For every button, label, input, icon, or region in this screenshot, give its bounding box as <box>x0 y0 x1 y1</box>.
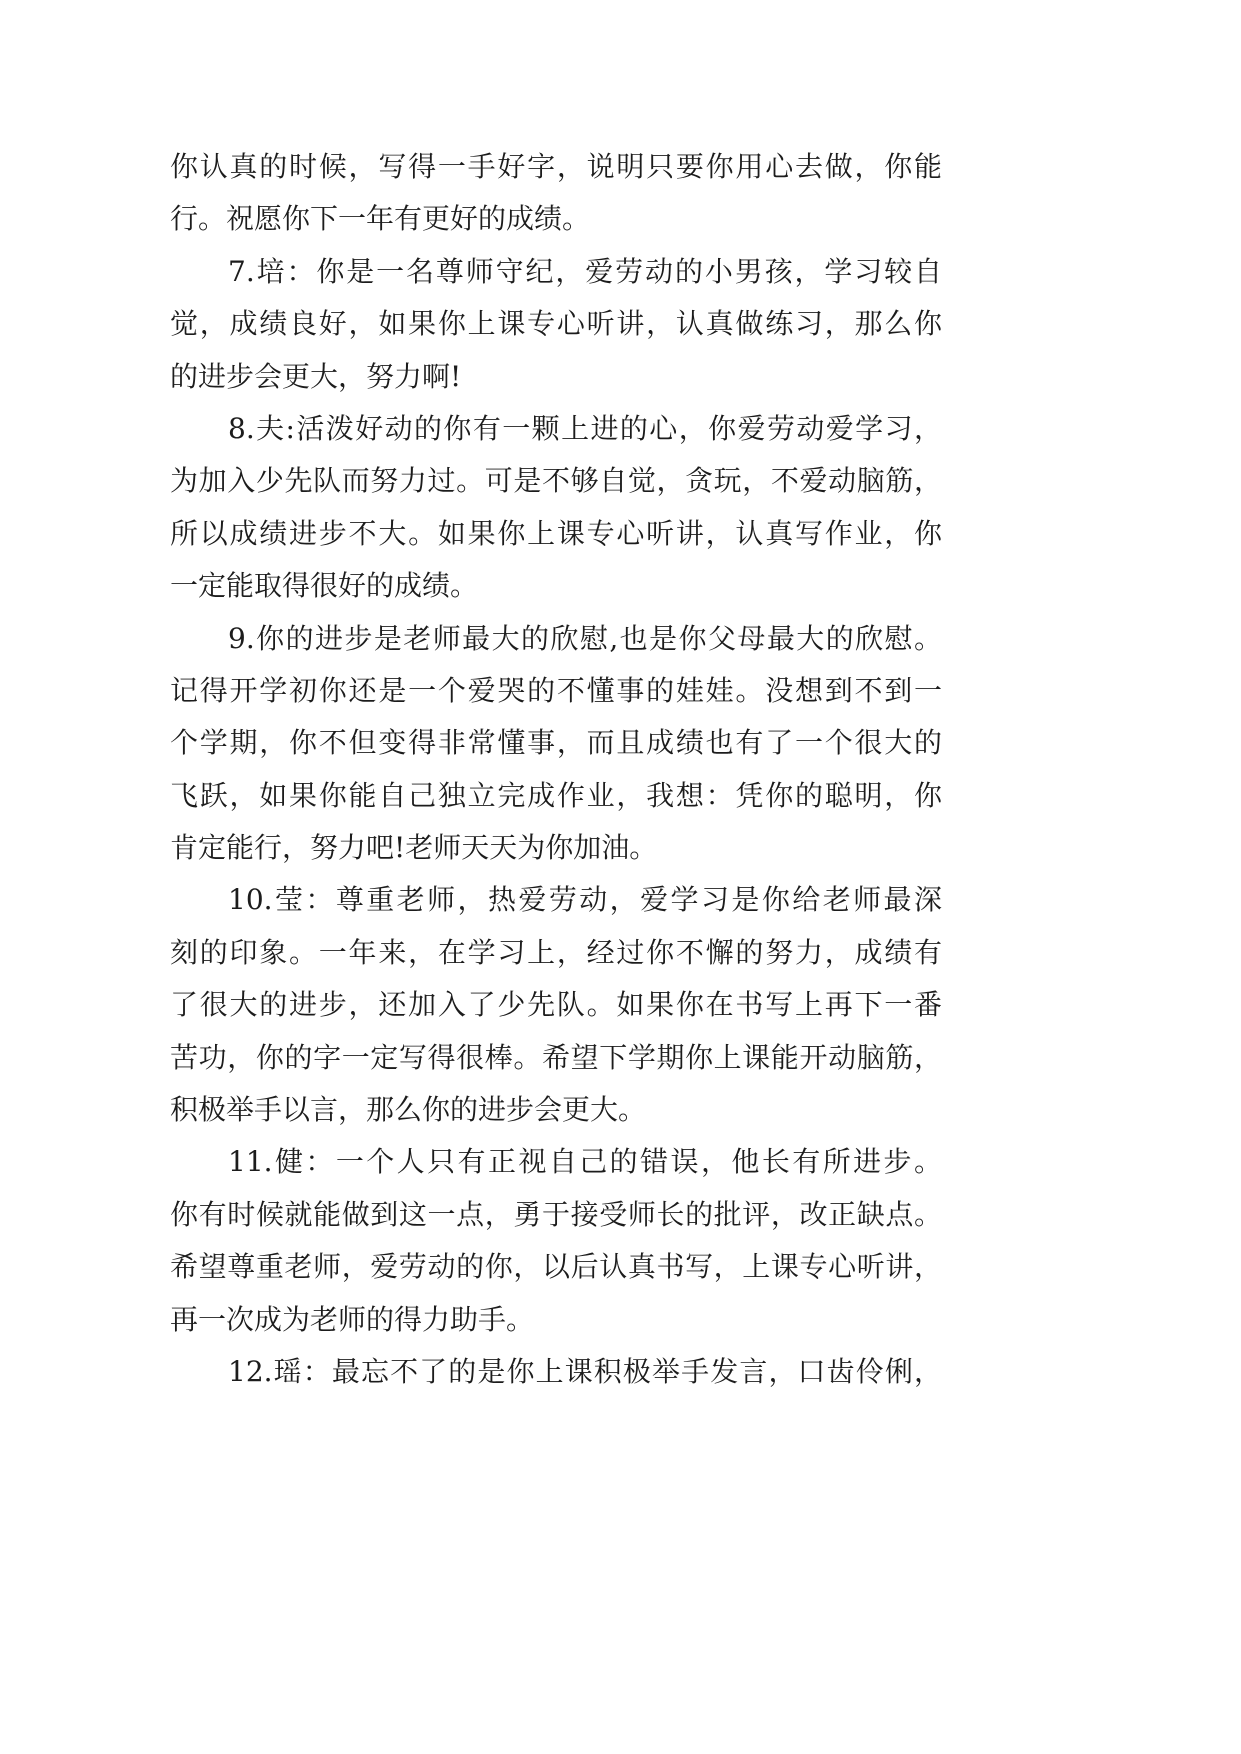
text-line: 12.瑶：最忘不了的是你上课积极举手发言，口齿伶俐， <box>228 1354 942 1388</box>
text-line: 一定能取得很好的成绩。 <box>170 569 479 603</box>
text-line: 飞跃，如果你能自己独立完成作业，我想：凭你的聪明，你 <box>170 778 942 812</box>
paragraph-comment-9 <box>170 613 942 875</box>
text-line: 的进步会更大，努力啊! <box>170 359 462 393</box>
paragraph-comment-12 <box>170 1346 942 1398</box>
paragraph-comment-11 <box>170 1136 942 1346</box>
text-line: 个学期，你不但变得非常懂事，而且成绩也有了一个很大的 <box>170 726 942 760</box>
text-line: 你有时候就能做到这一点，勇于接受师长的批评，改正缺点。 <box>170 1197 942 1231</box>
text-line: 行。祝愿你下一年有更好的成绩。 <box>170 202 591 236</box>
text-line: 积极举手以言，那么你的进步会更大。 <box>170 1093 647 1127</box>
text-line: 觉，成绩良好，如果你上课专心听讲，认真做练习，那么你 <box>170 307 942 341</box>
text-line: 9.你的进步是老师最大的欣慰,也是你父母最大的欣慰。 <box>228 621 942 655</box>
text-line: 再一次成为老师的得力助手。 <box>170 1302 535 1336</box>
text-line: 所以成绩进步不大。如果你上课专心听讲，认真写作业，你 <box>170 516 942 550</box>
text-line: 希望尊重老师，爱劳动的你，以后认真书写，上课专心听讲， <box>170 1250 942 1284</box>
text-line: 苦功，你的字一定写得很棒。希望下学期你上课能开动脑筋， <box>170 1040 942 1074</box>
text-line: 了很大的进步，还加入了少先队。如果你在书写上再下一番 <box>170 988 942 1022</box>
text-line: 7.培：你是一名尊师守纪，爱劳动的小男孩，学习较自 <box>228 254 942 288</box>
text-line: 肯定能行，努力吧!老师天天为你加油。 <box>170 831 658 865</box>
text-line: 10.莹：尊重老师，热爱劳动，爱学习是你给老师最深 <box>228 883 942 917</box>
paragraph-comment-7 <box>170 246 942 403</box>
paragraph-comment-10 <box>170 874 942 1136</box>
text-line: 8.夫:活泼好动的你有一颗上进的心，你爱劳动爱学习， <box>228 411 942 445</box>
paragraph-comment-8 <box>170 403 942 613</box>
paragraph-continued <box>170 141 942 246</box>
text-line: 你认真的时候，写得一手好字，说明只要你用心去做，你能 <box>170 150 942 183</box>
text-line: 为加入少先队而努力过。可是不够自觉，贪玩，不爱动脑筋， <box>170 464 942 498</box>
text-line: 刻的印象。一年来，在学习上，经过你不懈的努力，成绩有 <box>170 935 942 969</box>
document-page <box>170 141 942 1398</box>
text-line: 记得开学初你还是一个爱哭的不懂事的娃娃。没想到不到一 <box>170 673 942 707</box>
text-line: 11.健：一个人只有正视自己的错误，他长有所进步。 <box>228 1145 942 1179</box>
